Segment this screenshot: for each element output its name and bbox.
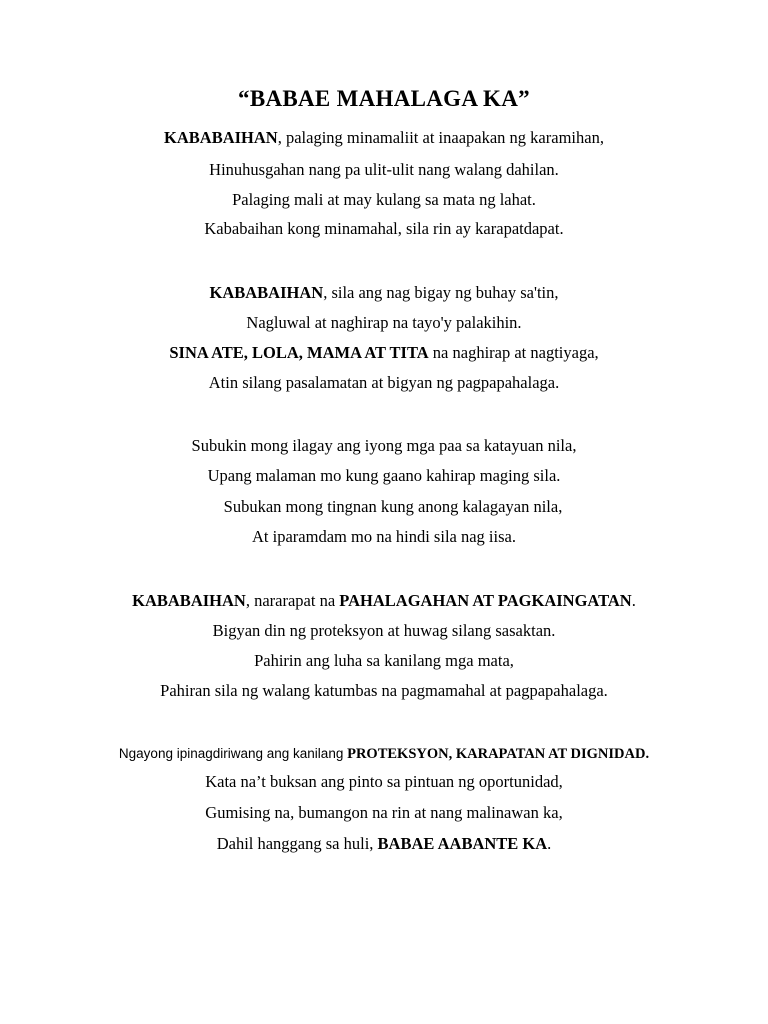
- stanza-2-line-3: [0, 343, 768, 363]
- stanza-2-line-2: Nagluwal at naghirap na tayo'y palakihin.: [246, 313, 522, 332]
- stanza-4-line-3: Pahirin ang luha sa kanilang mga mata,: [254, 651, 514, 670]
- stanza-5-line-4: [0, 834, 768, 854]
- stanza-2-line-4: Atin silang pasalamatan at bigyan ng pagpapahalaga.: [208, 373, 560, 392]
- line-text: na naghirap at nagtiyaga,: [428, 343, 599, 362]
- line-text: , nararapat na: [245, 591, 340, 610]
- stanza-3-line-3: Subukan mong tingnan kung anong kalagayan nila,: [223, 497, 563, 516]
- emphasis-text: KABABAIHAN: [132, 591, 246, 610]
- line-text: .: [547, 834, 552, 853]
- stanza-1-line-4: Kababaihan kong minamahal, sila rin ay karapatdapat.: [204, 219, 564, 238]
- stanza-3-line-2: Upang malaman mo kung gaano kahirap maging sila.: [207, 466, 561, 485]
- stanza-1-line-1: [0, 128, 768, 148]
- line-text: .: [631, 591, 636, 610]
- emphasis-text: KABABAIHAN: [164, 128, 278, 147]
- emphasis-text: PROTEKSYON, KARAPATAN AT DIGNIDAD.: [347, 746, 650, 762]
- stanza-4-line-1: [0, 591, 768, 611]
- stanza-3-line-4: At iparamdam mo na hindi sila nag iisa.: [252, 527, 516, 546]
- poem-title: “BABAE MAHALAGA KA”: [238, 86, 530, 111]
- stanza-1-line-2: Hinuhusgahan nang pa ulit-ulit nang walang dahilan.: [209, 160, 559, 179]
- line-text: Ngayong ipinagdiriwang ang kanilang: [118, 746, 348, 761]
- line-text: , palaging minamaliit at inaapakan ng karamihan,: [277, 128, 604, 147]
- stanza-4-line-2: Bigyan din ng proteksyon at huwag silang sasaktan.: [212, 621, 556, 640]
- emphasis-text: PAHALAGAHAN AT PAGKAINGATAN: [339, 591, 632, 610]
- emphasis-text: BABAE AABANTE KA: [377, 834, 548, 853]
- stanza-5-line-1: [0, 743, 768, 764]
- stanza-5-line-2: Kata na’t buksan ang pinto sa pintuan ng oportunidad,: [205, 772, 563, 791]
- line-text: , sila ang nag bigay ng buhay sa'tin,: [323, 283, 559, 302]
- emphasis-text: SINA ATE, LOLA, MAMA AT TITA: [169, 343, 429, 362]
- stanza-4-line-4: Pahiran sila ng walang katumbas na pagmamahal at pagpapahalaga.: [160, 681, 608, 700]
- line-text: Dahil hanggang sa huli,: [216, 834, 378, 853]
- stanza-5-line-3: Gumising na, bumangon na rin at nang malinawan ka,: [205, 803, 563, 822]
- emphasis-text: KABABAIHAN: [209, 283, 324, 302]
- stanza-1-line-3: Palaging mali at may kulang sa mata ng lahat.: [232, 190, 536, 209]
- stanza-2-line-1: [0, 283, 768, 303]
- stanza-3-line-1: Subukin mong ilagay ang iyong mga paa sa katayuan nila,: [191, 436, 577, 455]
